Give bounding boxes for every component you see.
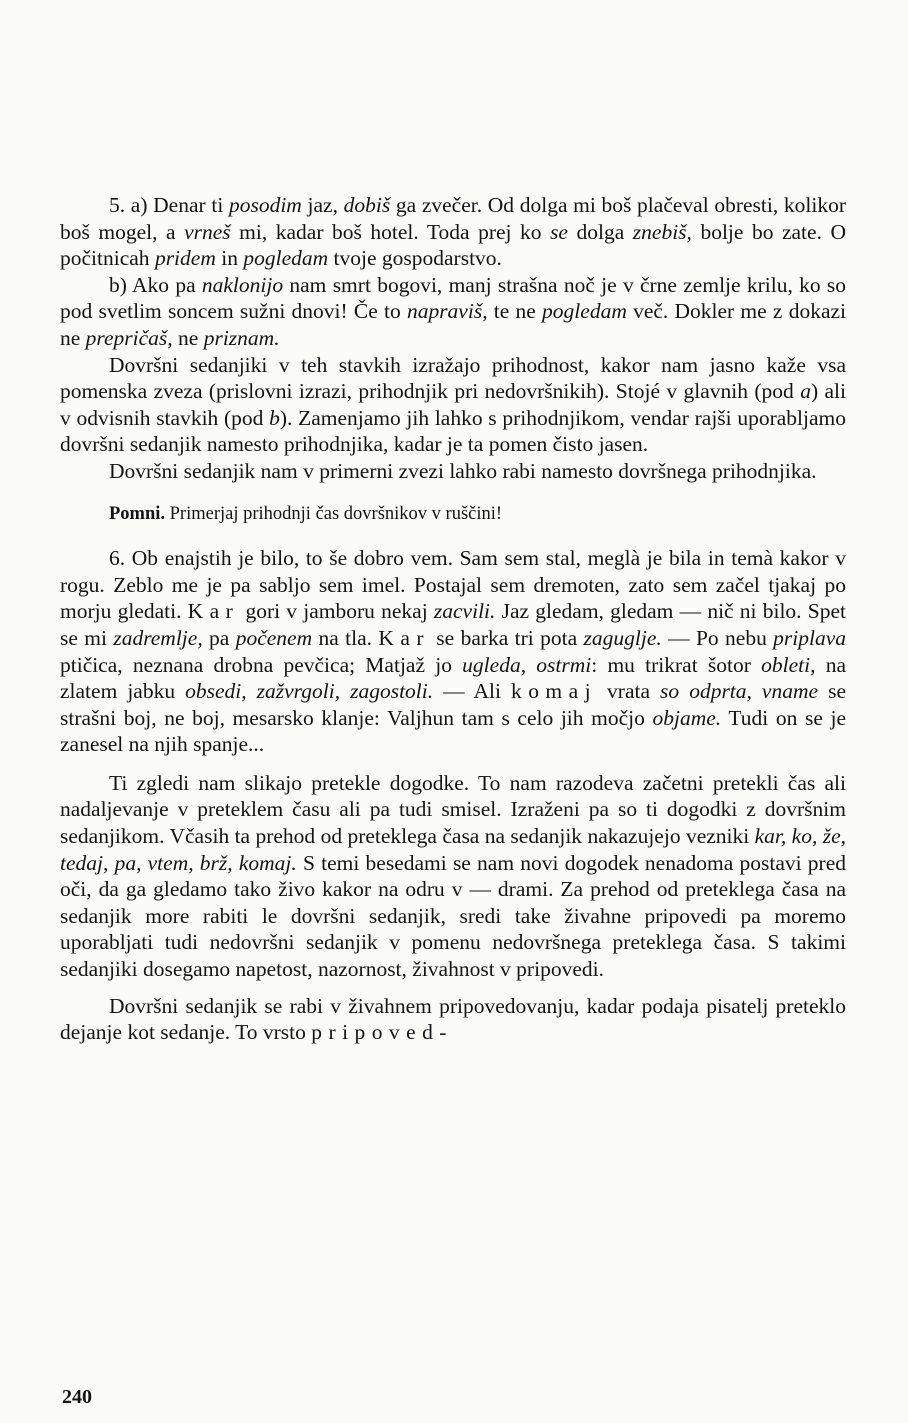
paragraph-explanation-2: Dovršni sedanjik nam v primerni zvezi lahko rabi namesto dovršnega prihodnjika. xyxy=(109,458,817,483)
note-paragraph: Pomni. Primerjaj prihodnji čas dovršnikov v ruščini! xyxy=(109,503,503,524)
paragraph-explanation-3: Ti zgledi nam slikajo pretekle dogodke. To nam razodeva začetni pretekli čas ali nadaljevanje v preteklem času ali pa tudi smisel. Izraženi pa so ti dogodki z dovršnim sedanjikom. Včasih ta prehod od preteklega časa na sedanjik nakazujejo vezniki kar, ko, že, tedaj, pa, vtem, brž, komaj. S temi besedami se nam novi dogodek nenadoma postavi pred oči, da ga gledamo tako živo kakor na odru v — drami. Za prehod od preteklega časa na sedanjik more rabiti le dovršni sedanjik, sredi take živahne pripovedi pa moremo uporabljati tudi nedovršni sedanjik v pomenu nedovršnega preteklega časa. S takimi sedanjiki dosegamo napetost, nazornost, živahnost v pripovedi. xyxy=(60,770,846,982)
note-label: Pomni. xyxy=(109,503,166,524)
body-text xyxy=(60,192,846,1046)
paragraph-explanation-1: Dovršni sedanjiki v teh stavkih izražajo prihodnost, kakor nam jasno kaže vsa pomenska zveza (prislovni izrazi, prihodnjik pri nedovršnikih). Stojé v glavnih (pod a) ali v odvisnih stavkih (pod b). Zamenjamo jih lahko s prihodnjikom, vendar rajši uporabljamo dovršni sedanjik namesto prihodnjika, kadar je ta pomen čisto jasen. xyxy=(60,352,846,457)
paragraph-example-5b: b) Ako pa naklonijo nam smrt bogovi, manj strašna noč je v črne zemlje krilu, ko so pod svetlim soncem sužni dnovi! Če to napraviš, te ne pogledam več. Dokler me z dokazi ne prepričaš, ne priznam. xyxy=(60,272,846,350)
paragraph-example-6: 6. Ob enajstih je bilo, to še dobro vem. Sam sem stal, meglà je bila in temà kakor v rogu. Zeblo me je pa sabljo sem imel. Postajal sem dremoten, zato sem začel tjakaj po morju gledati. Kar gori v jamboru nekaj zacvili. Jaz gledam, gledam — nič ni bilo. Spet se mi zadremlje, pa počenem na tla. Kar se barka tri pota zaguglje. — Po nebu priplava ptičica, neznana drobna pevčica; Matjaž jo ugleda, ostrmi: mu trikrat šotor obleti, na zlatem jabku obsedi, zažvrgoli, zagostoli. — Ali komaj vrata so odprta, vname se strašni boj, ne boj, mesarsko klanje: Valjhun tam s celo jih močjo objame. Tudi on se je zanesel na njih spanje... xyxy=(60,546,847,757)
paragraph-example-5a: 5. a) Denar ti posodim jaz, dobiš ga zvečer. Od dolga mi boš plačeval obresti, kolikor boš mogel, a vrneš mi, kadar boš hotel. Toda prej ko se dolga znebiš, bolje bo zate. O počitnicah pridem in pogledam tvoje gospodarstvo. xyxy=(60,193,847,271)
paragraph-explanation-4: Dovršni sedanjik se rabi v živahnem pripovedovanju, kadar podaja pisatelj preteklo dejanje kot sedanje. To vrsto pripoved- xyxy=(60,993,846,1045)
page-number: 240 xyxy=(62,1386,92,1408)
